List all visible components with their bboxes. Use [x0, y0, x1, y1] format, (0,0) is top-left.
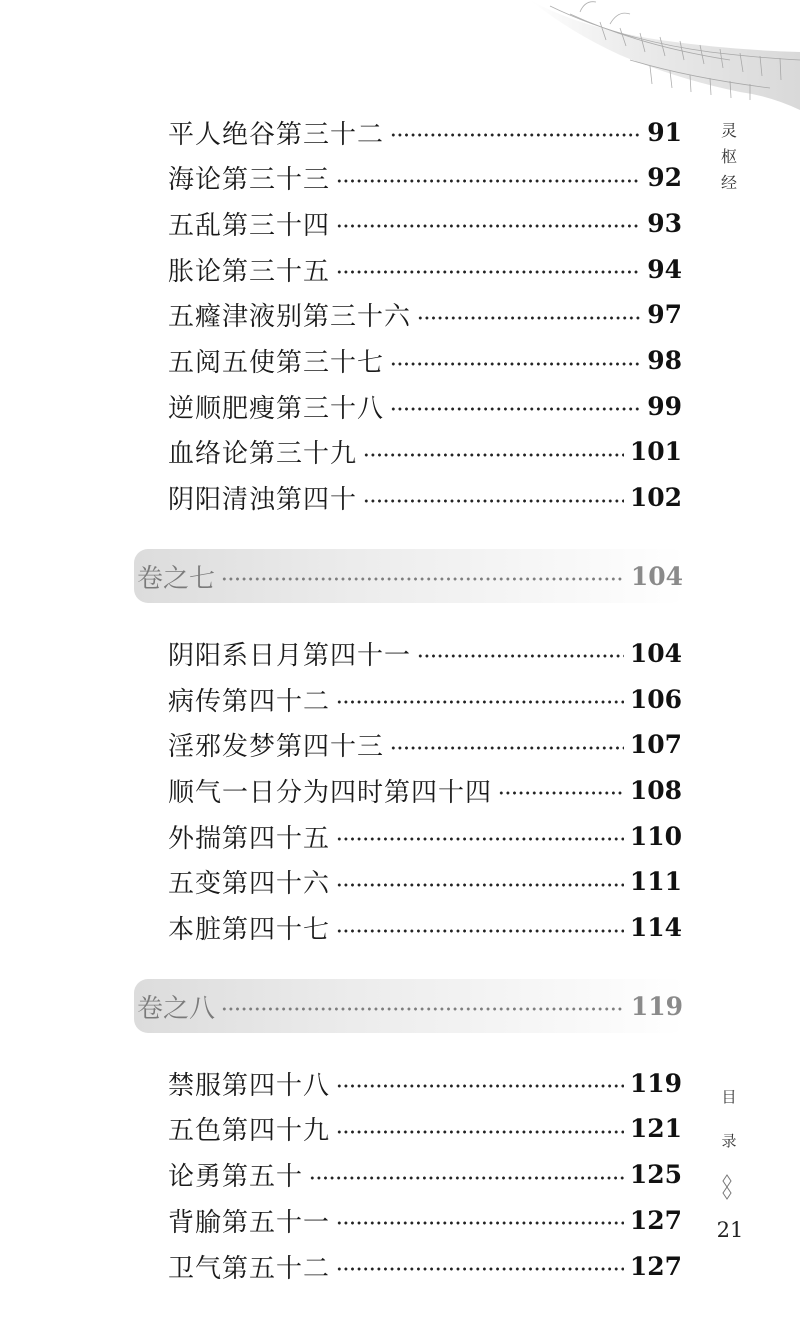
page-reference: 108: [629, 775, 682, 805]
page-reference: 98: [647, 346, 682, 375]
dot-leader: [336, 1130, 624, 1134]
dot-leader: [363, 453, 624, 457]
chapter-title: 胀论第三十五: [168, 256, 331, 287]
volume-title: 卷之八: [137, 993, 216, 1024]
page-reference: 94: [647, 254, 682, 284]
toc-entry[interactable]: [168, 816, 682, 856]
dot-leader: [336, 1084, 624, 1088]
volume-heading[interactable]: [134, 979, 686, 1033]
toc-entry[interactable]: [168, 633, 682, 673]
chapter-title: 阴阳清浊第四十: [168, 485, 358, 516]
dot-leader: [390, 133, 641, 137]
dot-leader: [336, 179, 641, 183]
toc-entry[interactable]: [168, 295, 682, 335]
page-reference: 121: [629, 1114, 682, 1144]
toc-entry[interactable]: [168, 1155, 682, 1195]
dot-leader: [336, 700, 624, 704]
toc-entry[interactable]: [168, 770, 682, 810]
dot-leader: [336, 929, 624, 933]
chapter-title: 五变第四十六: [168, 869, 331, 900]
chapter-title: 卫气第五十二: [168, 1253, 331, 1284]
chapter-title: 背腧第五十一: [168, 1207, 331, 1238]
dot-leader: [336, 270, 641, 274]
dot-leader: [363, 499, 624, 503]
dot-leader: [336, 1267, 624, 1271]
toc-entry[interactable]: [168, 908, 682, 948]
page-reference: 102: [629, 483, 682, 513]
toc-entry[interactable]: [168, 386, 682, 426]
toc-entry[interactable]: [168, 203, 682, 243]
chapter-title: 病传第四十二: [168, 686, 331, 717]
dot-leader: [390, 746, 624, 750]
dot-leader: [336, 224, 641, 228]
chapter-title: 海论第三十三: [168, 165, 331, 196]
page-reference: 92: [647, 163, 682, 193]
dot-leader: [417, 654, 624, 658]
chapter-title: 五乱第三十四: [168, 210, 331, 241]
page-reference: 127: [629, 1251, 682, 1281]
chapter-title: 禁服第四十八: [168, 1070, 331, 1101]
toc-entry[interactable]: [168, 1109, 682, 1149]
dot-leader: [390, 362, 641, 366]
chapter-title: 平人绝谷第三十二: [168, 119, 385, 150]
chapter-title: 论勇第五十: [168, 1162, 304, 1193]
toc-entry[interactable]: [168, 1063, 682, 1103]
volume-title: 卷之七: [137, 563, 216, 594]
page-reference: 101: [629, 437, 682, 467]
toc-entry[interactable]: [168, 1200, 682, 1240]
volume-heading[interactable]: [134, 549, 686, 603]
toc-entry[interactable]: [168, 725, 682, 765]
page-reference: 97: [647, 300, 682, 330]
toc-entry[interactable]: [168, 341, 682, 381]
page-reference: 114: [629, 913, 682, 942]
page-reference: 119: [629, 1068, 682, 1098]
page-reference: 110: [629, 821, 682, 851]
page-reference: 127: [629, 1205, 682, 1235]
toc-entry[interactable]: [168, 862, 682, 902]
dot-leader: [498, 791, 624, 795]
chapter-title: 顺气一日分为四时第四十四: [168, 777, 493, 808]
dot-leader: [417, 316, 641, 320]
dot-leader: [336, 1221, 624, 1225]
chapter-title: 血络论第三十九: [168, 439, 358, 470]
dot-leader: [390, 407, 641, 411]
page-reference: 106: [629, 684, 682, 714]
page-reference: 125: [629, 1160, 682, 1190]
toc-entry[interactable]: [168, 158, 682, 198]
page-reference: 107: [629, 730, 682, 760]
chapter-title: 五色第四十九: [168, 1116, 331, 1147]
book-title-vertical: 灵 枢 经: [720, 121, 737, 192]
contents-label-char: 录: [721, 1132, 737, 1150]
toc-entry[interactable]: [168, 432, 682, 472]
chapter-title: 五阅五使第三十七: [168, 348, 385, 378]
decorative-architecture-illustration: [510, 0, 800, 110]
chapter-title: 淫邪发梦第四十三: [168, 732, 385, 763]
dot-leader: [221, 577, 625, 581]
dot-leader: [221, 1007, 625, 1011]
diamond-ornament-icon: [720, 1174, 734, 1200]
chapter-title: 阴阳系日月第四十一: [168, 640, 412, 671]
page-reference: 111: [629, 867, 682, 897]
page-reference: 119: [630, 991, 683, 1021]
contents-label-char: 目: [721, 1088, 737, 1106]
toc-entry[interactable]: [168, 679, 682, 719]
page-reference: 99: [647, 391, 682, 421]
page-reference: 104: [629, 638, 682, 668]
toc-entry[interactable]: [168, 112, 682, 152]
chapter-title: 本脏第四十七: [168, 915, 331, 945]
dot-leader: [336, 883, 624, 887]
page-reference: 93: [647, 208, 682, 238]
toc-entry[interactable]: [168, 1246, 682, 1286]
chapter-title: 逆顺肥瘦第三十八: [168, 393, 385, 424]
chapter-title: 五癃津液别第三十六: [168, 302, 412, 333]
dot-leader: [336, 837, 624, 841]
page-reference: 104: [630, 561, 683, 591]
page-number: 21: [716, 1218, 744, 1242]
page-reference: 91: [647, 117, 682, 147]
dot-leader: [309, 1176, 624, 1180]
toc-entry[interactable]: [168, 249, 682, 289]
chapter-title: 外揣第四十五: [168, 823, 331, 854]
toc-entry[interactable]: [168, 478, 682, 518]
